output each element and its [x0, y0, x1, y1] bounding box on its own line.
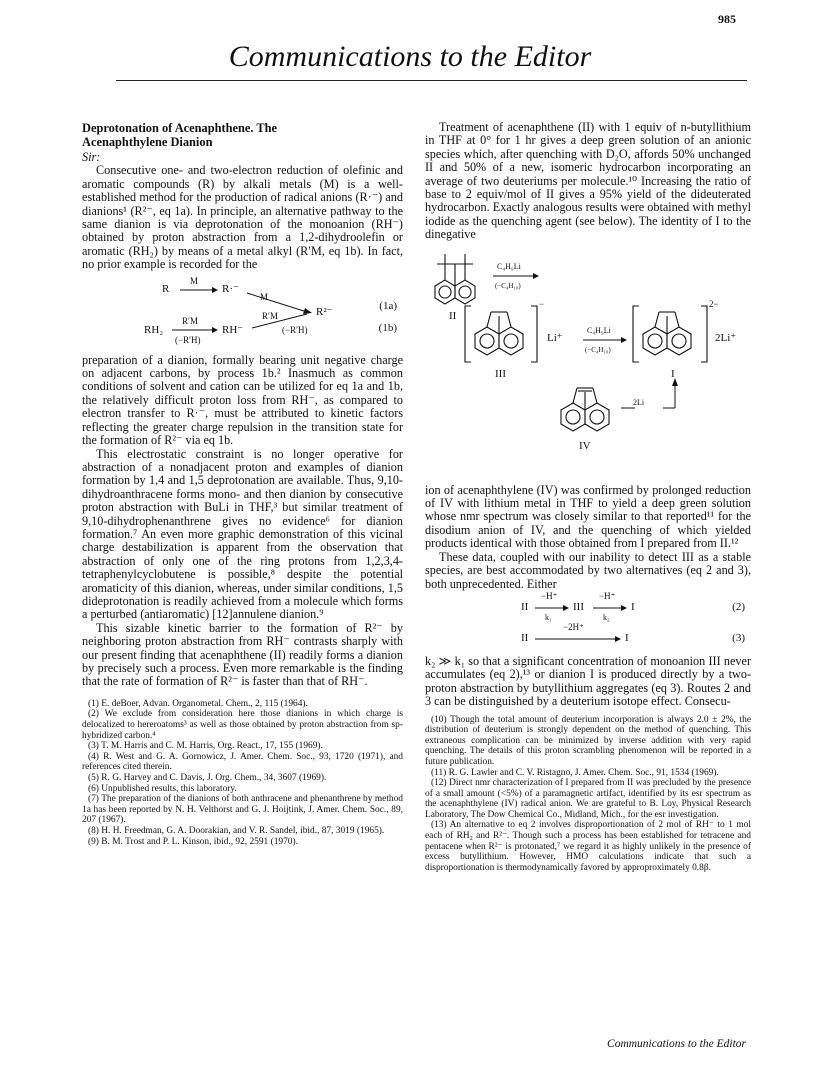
eq3-double-deprotonation: −2H⁺	[563, 621, 584, 632]
equation-1-arrows	[82, 278, 403, 348]
equations-2-3-arrows	[425, 595, 751, 651]
paragraph-3: This electrostatic constraint is no longer operative for abstraction of a nonadjacent proton and examples of dianion formation by 1,4 and 1,5 deprotonation are available. Thus, 9,10-dihydroanthracene forms mono- and then dianion by consecutive proton abstraction with BuLi in THF,³ but similar treatment of 9,10-dihydrophenanthrene gives no evidence⁶ for dianion formation.⁷ An even more graphic demonstration of this vicinal charge destabilization is apparent from the observation that abstraction of only one of the ring protons from 1,2,3,4-tetraphenylcyclobutene is possible,⁸ despite the potential aromaticity of this dianion, whereas, under similar conditions, 1,5 dideprotonation is readily achieved from a molecule which forms a perturbed (antiaromatic) [12]annulene dianion.⁹	[82, 446, 403, 622]
eq1-monoanion: RH⁻	[222, 323, 244, 336]
eq2-intermediate: III	[573, 600, 584, 613]
footnote: (6) Unpublished results, this laboratory.	[88, 783, 237, 794]
footnote: (7) The preparation of the dianions of both anthracene and phenanthrene by method 1a has been reported by N. H. Velthorst and G. J. Hoijtink, J. Amer. Chem. Soc., 89, 207 (1967).	[82, 794, 403, 826]
left-column	[82, 121, 403, 847]
eq2-step2-deprotonation: −H⁺	[599, 590, 616, 601]
eq1a-label: (1a)	[379, 299, 397, 312]
paragraph-5: Treatment of acenaphthene (II) with 1 equiv of n-butyllithium in THF at 0° for 1 hr gives a deep green solution of an anionic species which, after quenching with D₂O, affords 50% unchanged II and 50% of a new, isomeric hydrocarbon incorporating an average of two deuteriums per molecule.¹⁰ Increasing the ratio of base to 2 equiv/mol of II gives a 95% yield of the dideuterated hydrocarbon. Exactly analogous results were obtained with methyl iodide as the quenching agent (see below). The identity of I to the dinegative	[425, 120, 751, 242]
eq2-product: I	[631, 600, 635, 613]
lithium-cation: Li⁺	[547, 331, 563, 344]
reagent-1-loss: (−C₄H₁₀)	[495, 281, 521, 290]
acenaphthene-structure	[435, 254, 475, 304]
eq1-m2: M	[260, 291, 269, 302]
acenaphthylene-structure	[561, 388, 609, 431]
label-I: I	[671, 367, 675, 380]
reaction-scheme	[425, 250, 751, 476]
footnote: (13) An alternative to eq 2 involves disproportionation of 2 mol of RH⁻ to 1 mol each of RH₂ and R²⁻. Though such a process has been established for tetracene and pentacene when R²⁻ is protonated,⁷ we regard it as highly unlikely in the presence of excess butyllithium. However, HMO calculations indicate that such a disproportionation is thermodynamically favored by approproximately 0.8β.	[425, 820, 751, 873]
footnote: (3) T. M. Harris and C. M. Harris, Org. React., 17, 155 (1969).	[88, 741, 323, 752]
page-number: 985	[718, 12, 736, 26]
journal-section-header: Communications to the Editor	[228, 40, 592, 73]
eq1-rmh2: (−R′H)	[282, 324, 308, 335]
label-III: III	[495, 367, 506, 380]
eq2-label: (2)	[732, 600, 745, 613]
reagent-2: C₄H₉Li	[587, 325, 611, 335]
footnote: (1) E. deBoer, Advan. Organometal. Chem., 2, 115 (1964).	[88, 698, 308, 709]
eq2-k2: k₂	[603, 612, 610, 622]
eq1b-label: (1b)	[378, 321, 397, 334]
footer-section-title: Communications to the Editor	[607, 1038, 746, 1050]
paragraph-8: k₂ ≫ k₁ so that a significant concentration of monoanion III never accumulates (eq 2),¹³ or dianion I is produced directly by a two-proton abstraction by butyllithium aggregates (eq 3). Routes 2 and 3 can be distinguished by a deuterium isotope effect. Consecu-	[425, 653, 751, 709]
eq1-rh2: RH₂	[144, 323, 164, 336]
eq1-rmh: (−R′H)	[175, 334, 201, 345]
reagent-2-loss: (−C₄H₁₀)	[585, 345, 611, 354]
paragraph-6: ion of acenaphthylene (IV) was confirmed by prolonged reduction of IV with lithium metal in THF to yield a deep green solution whose nmr spectrum was closely similar to that reported¹¹ for the disodium anion of IV, and the quenching of which yielded products identical with those obtained from I prepared from II.¹²	[425, 482, 751, 551]
eq1-rm: R′M	[182, 315, 198, 326]
salutation: Sir:	[82, 150, 101, 164]
eq3-product: I	[625, 631, 629, 644]
label-IV: IV	[579, 439, 591, 452]
header-rule	[116, 80, 747, 81]
eq3-label: (3)	[732, 631, 745, 644]
label-II: II	[449, 309, 457, 322]
eq2-k1: k₁	[545, 612, 552, 622]
eq1-dianion: R²⁻	[316, 305, 333, 318]
dianion-charge: 2−	[709, 298, 719, 309]
equation-1	[82, 275, 403, 348]
footnote: (4) R. West and G. A. Gornowicz, J. Amer. Chem. Soc., 93, 1720 (1971), and references cited therein.	[82, 751, 403, 773]
right-column	[425, 121, 751, 873]
monoanion-charge: −	[539, 298, 545, 309]
footnote: (12) Direct nmr characterization of I prepared from II was precluded by the presence of a small amount (<5%) of a paramagnetic artifact, identified by its esr spectrum as the acenaphthylene (IV) radical anion. We are grateful to B. Loy, Physical Research Laboratory, The Dow Chemical Co., Midland, Mich., for the esr investigation.	[425, 778, 751, 820]
equations-2-3	[425, 590, 751, 651]
paragraph-1: Consecutive one- and two-electron reduction of olefinic and aromatic compounds (R) by alkali metals (M) is a well-established method for the production of radical anions (R·⁻) and dianions¹ (R²⁻, eq 1a). In principle, an alternative pathway to the same dianion is via deprotonation of the monoanion (RH⁻) obtained by proton abstraction from a 1,2-dihydroolefin or aromatic (RH₂) by means of a metal alkyl (R′M, eq 1b). In fact, no prior example is recorded for the	[82, 163, 403, 272]
footnote: (10) Though the total amount of deuterium incorporation is always 2.0 ± 2%, the distribution of deuterium is strongly dependent on the method of quenching. This extraneous complication can be minimized by inverse addition with very rapid quenching. The details of this proton scrambling phenomenon will be reported in a future publication.	[425, 714, 751, 767]
eq3-reactant: II	[521, 631, 529, 644]
footnotes-right	[425, 715, 751, 874]
eq2-step1-deprotonation: −H⁺	[541, 590, 558, 601]
article-title	[82, 121, 403, 149]
footnotes-left	[82, 699, 403, 847]
footnote: (5) R. G. Harvey and C. Davis, J. Org. Chem., 34, 3607 (1969).	[88, 772, 327, 783]
eq1-rm2: R′M	[262, 310, 278, 321]
article-title-line1: Deprotonation of Acenaphthene. The	[82, 121, 278, 135]
paragraph-7: These data, coupled with our inability to detect III as a stable species, are best accommodated by two alternatives (eq 2 and 3), both unprecedented. Either	[425, 549, 751, 591]
paragraph-4: This sizable kinetic barrier to the formation of R²⁻ by neighboring proton abstraction from RH⁻ contrasts sharply with our present finding that acenaphthene (II) readily forms a dianion by precisely such a process. Even more remarkable is the finding that the rate of formation of R²⁻ is faster than that of RH⁻.	[82, 620, 403, 689]
lithium-reagent: 2Li	[633, 397, 645, 407]
article-title-line2: Acenaphthylene Dianion	[82, 135, 213, 149]
dilithium-cation: 2Li⁺	[715, 331, 737, 344]
footnote: (2) We exclude from consideration here those dianions in which charge is delocalized to hereroatoms³ as well as those obtained by proton abstraction from sp-hybridized carbon.⁴	[82, 709, 403, 741]
paragraph-2: preparation of a dianion, formally bearing unit negative charge on adjacent carbons, by process 1b.² Inasmuch as common conditions of solvent and cation can be utilized for eq 1a and 1b, the relatively difficult proton loss from RH⁻, as compared to electron transfer to R·⁻, must be attributed to kinetic factors reflecting the greater charge repulsion in the transition state for the formation of R²⁻ via eq 1b.	[82, 352, 403, 448]
footnote: (9) B. M. Trost and P. L. Kinson, ibid., 92, 2591 (1970).	[88, 836, 298, 847]
footnote: (8) H. H. Freedman, G. A. Doorakian, and V. R. Sandel, ibid., 87, 3019 (1965).	[88, 825, 385, 836]
reagent-1: C₄H₉Li	[497, 261, 521, 271]
eq2-reactant: II	[521, 600, 529, 613]
eq1-r: R	[162, 282, 170, 295]
footnote: (11) R. G. Lawler and C. V. Ristagno, J. Amer. Chem. Soc., 91, 1534 (1969).	[431, 767, 719, 778]
eq1-radical-anion: R·⁻	[222, 282, 239, 295]
eq1-m: M	[190, 275, 199, 286]
monoanion-structure	[465, 306, 537, 362]
dianion-structure	[633, 306, 707, 362]
